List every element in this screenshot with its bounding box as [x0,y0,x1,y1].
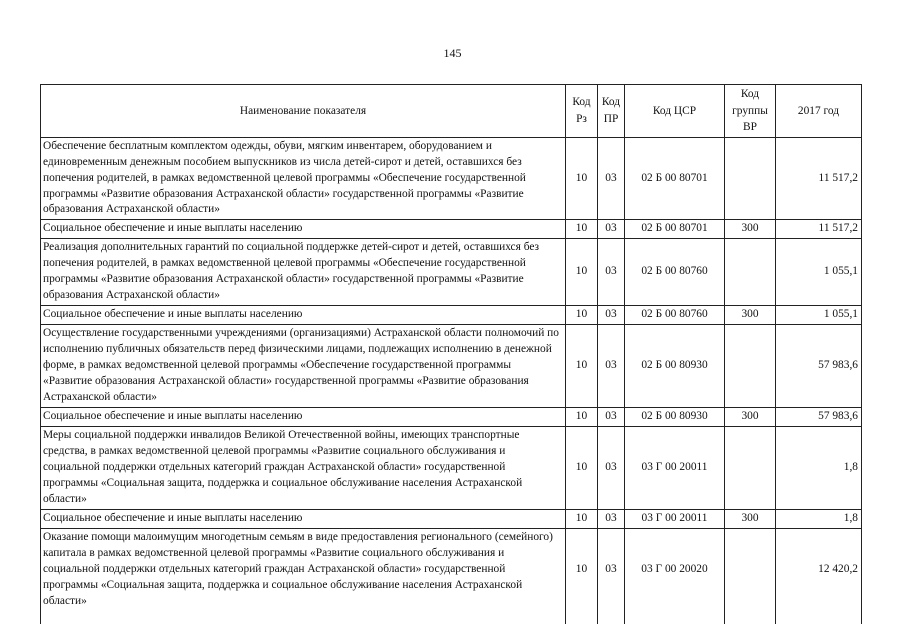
table-row [41,427,862,510]
row-name: Меры социальной поддержки инвалидов Великой Отечественной войны, имеющих транспортные средства, в рамках ведомственной целевой программы «Развитие социального обслуживания и социальной поддержки отдельных категорий граждан Астраханской области» государственной программы «Социальная защита, поддержка и социальное обслуживание населения Астраханской области» [41,427,566,510]
table-row [41,220,862,239]
table-row [41,325,862,408]
row-vr [725,528,776,623]
row-pr: 03 [598,137,625,220]
row-csr: 03 Г 00 20011 [625,509,725,528]
row-amount: 57 983,6 [776,408,862,427]
row-vr [725,325,776,408]
row-amount: 57 983,6 [776,325,862,408]
budget-table [40,84,862,624]
row-amount: 12 420,2 [776,528,862,623]
row-vr [725,239,776,306]
row-pr: 03 [598,408,625,427]
row-pr: 03 [598,325,625,408]
row-csr: 02 Б 00 80701 [625,220,725,239]
row-amount: 1 055,1 [776,306,862,325]
row-vr [725,427,776,510]
row-amount: 1,8 [776,427,862,510]
header-vr: Код группы ВР [725,85,776,138]
row-csr: 03 Г 00 20011 [625,427,725,510]
row-pr: 03 [598,220,625,239]
row-csr: 03 Г 00 20020 [625,528,725,623]
header-rz: Код Рз [566,85,598,138]
header-pr: Код ПР [598,85,625,138]
row-vr: 300 [725,509,776,528]
row-csr: 02 Б 00 80701 [625,137,725,220]
row-amount: 1,8 [776,509,862,528]
row-csr: 02 Б 00 80930 [625,408,725,427]
table-row [41,239,862,306]
page-number: 145 [443,46,462,60]
row-pr: 03 [598,306,625,325]
table-row [41,408,862,427]
table-row [41,137,862,220]
row-rz: 10 [566,220,598,239]
row-csr: 02 Б 00 80930 [625,325,725,408]
row-rz: 10 [566,427,598,510]
row-amount: 11 517,2 [776,220,862,239]
row-name: Социальное обеспечение и иные выплаты населению [41,306,566,325]
row-rz: 10 [566,528,598,623]
row-rz: 10 [566,509,598,528]
row-name: Социальное обеспечение и иные выплаты населению [41,509,566,528]
row-rz: 10 [566,408,598,427]
header-name: Наименование показателя [41,85,566,138]
row-csr: 02 Б 00 80760 [625,306,725,325]
table-row [41,306,862,325]
row-vr: 300 [725,408,776,427]
row-name: Реализация дополнительных гарантий по социальной поддержке детей-сирот и детей, оставшихся без попечения родителей, в рамках ведомственной целевой программы «Обеспечение государственной программы «Развитие образования Астраханской области» государственной программы «Развитие образования Астраханской области» [41,239,566,306]
table-row [41,528,862,623]
row-rz: 10 [566,137,598,220]
row-rz: 10 [566,239,598,306]
row-name: Социальное обеспечение и иные выплаты населению [41,220,566,239]
table-row [41,509,862,528]
header-csr: Код ЦСР [625,85,725,138]
row-csr: 02 Б 00 80760 [625,239,725,306]
row-amount: 1 055,1 [776,239,862,306]
row-vr [725,137,776,220]
header-year: 2017 год [776,85,862,138]
row-vr: 300 [725,306,776,325]
row-pr: 03 [598,509,625,528]
row-rz: 10 [566,306,598,325]
row-name: Обеспечение бесплатным комплектом одежды, обуви, мягким инвентарем, оборудованием и единовременным денежным пособием выпускников из числа детей-сирот и детей, оставшихся без попечения родителей, в рамках ведомственной целевой программы «Обеспечение государственной программы «Развитие образования Астраханской области» государственной программы «Развитие образования Астраханской области» [41,137,566,220]
row-vr: 300 [725,220,776,239]
table-header-row [41,85,862,138]
row-rz: 10 [566,325,598,408]
row-pr: 03 [598,528,625,623]
row-name: Оказание помощи малоимущим многодетным семьям в виде предоставления регионального (семейного) капитала в рамках ведомственной целевой программы «Развитие социального обслуживания и социальной поддержки отдельных категорий граждан Астраханской области» государственной программы «Социальная защита, поддержка и социальное обслуживание населения Астраханской области» [41,528,566,623]
row-name: Социальное обеспечение и иные выплаты населению [41,408,566,427]
row-name: Осуществление государственными учреждениями (организациями) Астраханской области полномочий по исполнению публичных обязательств перед физическими лицами, подлежащих исполнению в денежной форме, в рамках ведомственной целевой программы «Обеспечение государственной программы «Развитие образования Астраханской области» государственной программы «Развитие образования Астраханской области» [41,325,566,408]
row-pr: 03 [598,427,625,510]
row-pr: 03 [598,239,625,306]
row-amount: 11 517,2 [776,137,862,220]
